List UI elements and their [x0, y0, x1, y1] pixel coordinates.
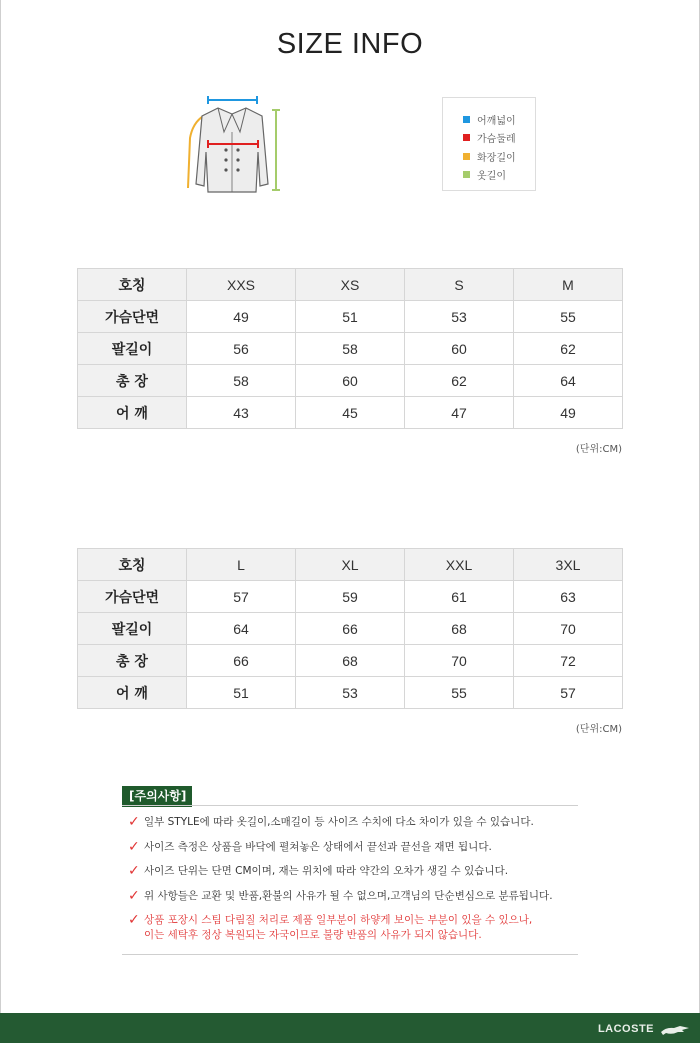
row-label: 총 장	[78, 645, 187, 677]
header-cell: M	[514, 269, 623, 301]
notice-title: [주의사항]	[122, 786, 192, 807]
notice-divider-bottom	[122, 954, 578, 955]
table-cell: 55	[514, 301, 623, 333]
table-cell: 63	[514, 581, 623, 613]
table-cell: 68	[405, 613, 514, 645]
table-cell: 53	[405, 301, 514, 333]
table-cell: 61	[405, 581, 514, 613]
legend-label: 화장길이	[477, 152, 516, 164]
table-row	[78, 581, 623, 613]
table-cell: 62	[405, 365, 514, 397]
legend-swatch	[463, 153, 470, 160]
header-cell: XXL	[405, 549, 514, 581]
row-label: 어 깨	[78, 677, 187, 709]
notice-list	[128, 815, 588, 953]
warning-line-2: 이는 세탁후 정상 복원되는 자국이므로 불량 반품의 사유가 되지 않습니다.	[144, 929, 482, 941]
header-cell: 호칭	[78, 549, 187, 581]
row-label: 어 깨	[78, 397, 187, 429]
measurement-legend	[442, 97, 536, 191]
size-table-large	[77, 548, 623, 709]
table-row	[78, 677, 623, 709]
header-cell: XXS	[187, 269, 296, 301]
legend-swatch	[463, 116, 470, 123]
notice-text: 위 사항들은 교환 및 반품,환불의 사유가 될 수 없으며,고객님의 단순변심으로 분류됩니다.	[144, 889, 553, 902]
header-cell: XL	[296, 549, 405, 581]
header-cell: XS	[296, 269, 405, 301]
warning-line-1: 상품 포장시 스팀 다림질 처리로 제품 일부분이 하얗게 보이는 부분이 있을 수 있으나,	[144, 914, 533, 926]
check-icon: ✓	[128, 814, 140, 830]
unit-label: (단위:CM)	[575, 444, 622, 455]
notice-text: 사이즈 측정은 상품을 바닥에 펼쳐놓은 상태에서 끝선과 끝선을 재면 됩니다.	[144, 840, 492, 853]
table-cell: 64	[187, 613, 296, 645]
table-cell: 57	[514, 677, 623, 709]
header-cell: 3XL	[514, 549, 623, 581]
check-icon: ✓	[128, 912, 140, 928]
crocodile-icon	[660, 1023, 690, 1037]
table-cell: 60	[405, 333, 514, 365]
table-cell: 60	[296, 365, 405, 397]
list-item	[128, 889, 588, 904]
list-item-warning	[128, 913, 588, 943]
table-cell: 49	[187, 301, 296, 333]
row-label: 팔길이	[78, 613, 187, 645]
brand-footer	[0, 1013, 700, 1043]
list-item	[128, 864, 588, 879]
row-label: 가슴단면	[78, 301, 187, 333]
legend-label: 옷길이	[477, 171, 506, 183]
table-row	[78, 397, 623, 429]
table-row	[78, 645, 623, 677]
list-item	[128, 815, 588, 830]
page-title: SIZE INFO	[276, 28, 424, 60]
table-cell: 57	[187, 581, 296, 613]
row-label: 가슴단면	[78, 581, 187, 613]
legend-swatch	[463, 171, 470, 178]
table-cell: 62	[514, 333, 623, 365]
table-cell: 72	[514, 645, 623, 677]
table-cell: 66	[296, 613, 405, 645]
header-cell: 호칭	[78, 269, 187, 301]
table-header-row	[78, 549, 623, 581]
legend-item-length	[463, 166, 535, 185]
header-cell: L	[187, 549, 296, 581]
table-row	[78, 301, 623, 333]
table-cell: 70	[514, 613, 623, 645]
row-label: 총 장	[78, 365, 187, 397]
notice-text-warning	[144, 913, 532, 943]
legend-item-sleeve	[463, 147, 535, 166]
size-table-small	[77, 268, 623, 429]
table-cell: 68	[296, 645, 405, 677]
table-cell: 64	[514, 365, 623, 397]
row-label: 팔길이	[78, 333, 187, 365]
notice-text: 일부 STYLE에 따라 옷길이,소매길이 등 사이즈 수치에 다소 차이가 있을 수 있습니다.	[144, 816, 534, 828]
check-icon: ✓	[128, 863, 140, 879]
table-cell: 49	[514, 397, 623, 429]
table-header-row	[78, 269, 623, 301]
legend-label: 어깨넓이	[477, 115, 516, 127]
brand-logo-text: LACOSTE	[597, 1023, 654, 1035]
table-row	[78, 365, 623, 397]
notice-divider-top	[122, 805, 578, 806]
notice-text: 사이즈 단위는 단면 CM이며, 재는 위치에 따라 약간의 오차가 생길 수 있습니다.	[144, 865, 509, 877]
table-cell: 56	[187, 333, 296, 365]
legend-item-chest	[463, 129, 535, 148]
table-row	[78, 333, 623, 365]
table-cell: 43	[187, 397, 296, 429]
legend-swatch	[463, 134, 470, 141]
coat-diagram	[180, 92, 285, 202]
legend-item-shoulder	[463, 110, 535, 129]
list-item	[128, 840, 588, 855]
check-icon: ✓	[128, 887, 140, 904]
table-cell: 47	[405, 397, 514, 429]
table-cell: 45	[296, 397, 405, 429]
table-cell: 66	[187, 645, 296, 677]
table-cell: 53	[296, 677, 405, 709]
unit-label: (단위:CM)	[575, 724, 622, 735]
table-cell: 70	[405, 645, 514, 677]
table-cell: 59	[296, 581, 405, 613]
table-cell: 55	[405, 677, 514, 709]
table-cell: 58	[296, 333, 405, 365]
table-row	[78, 613, 623, 645]
header-cell: S	[405, 269, 514, 301]
check-icon: ✓	[128, 838, 140, 855]
table-cell: 51	[187, 677, 296, 709]
legend-label: 가슴둘레	[477, 134, 516, 146]
table-cell: 58	[187, 365, 296, 397]
table-cell: 51	[296, 301, 405, 333]
